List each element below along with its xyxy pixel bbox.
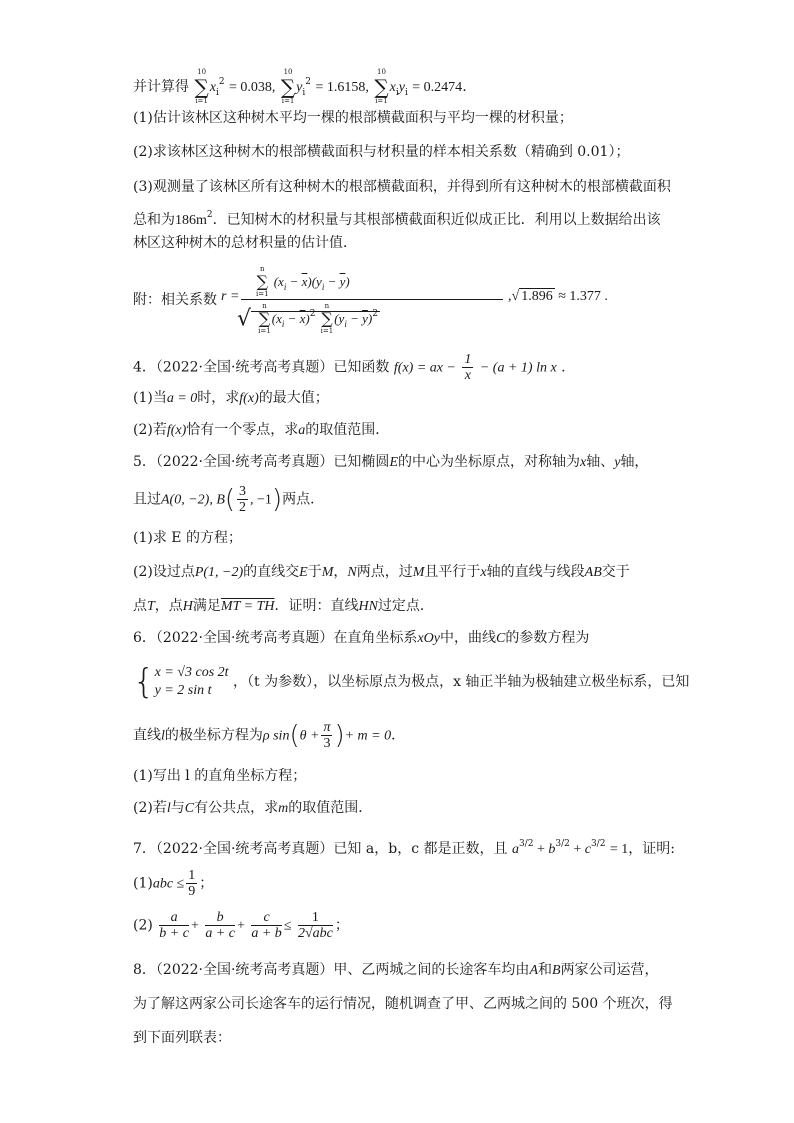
sum-symbol: 10 ∑ i=1 bbox=[374, 68, 389, 105]
problem-5-part-2-line-2: 点T，点H满足MT = TH．证明：直线HN过定点． bbox=[133, 598, 434, 614]
sum-symbol: 10 ∑ i=1 bbox=[194, 68, 209, 105]
correlation-formula bbox=[133, 265, 608, 335]
problem-4-part-1: (1)当a = 0时，求f(x)的最大值； bbox=[133, 390, 329, 406]
problem-7-part-2: (2) $\frac{a}{b + c}$ + $\frac{b}{a + c}$ + $\frac{c}{a + b}$ ≤ $\frac{1}{\text{2√abc}}$ ； bbox=[133, 910, 349, 941]
problem-5-part-1: (1)求 E 的方程； bbox=[133, 530, 242, 546]
attachment-label: 附：相关系数 bbox=[133, 292, 217, 308]
stat-2: = 1.6158, bbox=[315, 80, 369, 95]
problem-6-part-2: (2)若l与C有公共点，求m的取值范围． bbox=[133, 800, 373, 816]
problem-4-part-2: (2)若f(x)恰有一个零点，求a的取值范围． bbox=[133, 422, 390, 438]
formula-denominator: √ n ∑ i=1 $(x_i - \overline{x})^2$ n ∑ i=1 $(y_i - \overline{y})^2$ bbox=[237, 302, 378, 335]
question-3-part-2: (2)求该林区这种树木的根部横截面积与材积量的样本相关系数（精确到 0.01）； bbox=[133, 144, 630, 160]
question-3-part-3-line-3: 林区这种树木的总材积量的估计值． bbox=[133, 235, 357, 251]
problem-6-part-1: (1)写出 l 的直角坐标方程； bbox=[133, 768, 307, 784]
problem-8-line-2: 为了解这两家公司长途客车的运行情况，随机调查了甲、乙两城之间的 500 个班次，得 bbox=[133, 996, 673, 1012]
stat-3: = 0.2474 bbox=[412, 80, 463, 95]
r-symbol: r = bbox=[221, 289, 240, 304]
problem-6-polar: 直线l的极坐标方程为ρ sin(θ + $\frac{\pi}{3}$ )+ m = 0． bbox=[133, 720, 406, 751]
problem-5-heading: 5．（2022·全国·统考高考真题）已知椭圆E的中心为坐标原点，对称轴为x轴、y轴， bbox=[133, 454, 649, 470]
problem-5-points: 且过A(0, −2), B( $\frac{3}{2}$ , −1)两点． bbox=[133, 484, 325, 515]
formula-numerator: n ∑ i=1 $(x_i - \overline{x})(y_i - \overline{y})$ bbox=[256, 265, 350, 298]
question-3-part-1: (1)估计该林区这种树木平均一棵的根部横截面积与平均一棵的材积量； bbox=[133, 110, 573, 126]
problem-6-parametric: { x = √3 cos 2t y = 2 sin t ，（t 为参数），以坐标原点为极点，x 轴正半轴为极轴建立极坐标系，已知 bbox=[133, 662, 690, 702]
problem-6-heading: 6．（2022·全国·统考高考真题）在直角坐标系xOy中，曲线C的参数方程为 bbox=[133, 630, 590, 646]
text: 并计算得 bbox=[133, 79, 189, 95]
sqrt-approximation: ,√ 1.896 ≈ 1.377 . bbox=[508, 289, 608, 304]
fraction-bar bbox=[241, 299, 503, 300]
stat-1: = 0.038, bbox=[229, 80, 276, 95]
problem-7-heading: 7．（2022·全国·统考高考真题）已知 a，b，c 都是正数，且 $a^{3/2} + b^{3/2} + c^{3/2} = 1$，证明: bbox=[133, 839, 676, 857]
question-3-part-3-line-1: (3)观测量了该林区所有这种树木的根部横截面积，并得到所有这种树木的根部横截面积 bbox=[133, 179, 671, 195]
problem-5-part-2-line-1: (2)设过点P(1, −2)的直线交E于M，N两点，过M且平行于x轴的直线与线段AB交于 bbox=[133, 564, 630, 580]
summary-statistics-line: 并计算得 10 ∑ i=1 $x_i^2 = 0.038$, 10 ∑ i=1 $y_i^2 = 1.6158$, 10 ∑ i=1 $x_iy_i = 0.2474$. bbox=[133, 68, 467, 105]
sum-symbol: 10 ∑ i=1 bbox=[280, 68, 296, 105]
problem-8-line-3: 到下面列联表： bbox=[133, 1030, 231, 1046]
question-3-part-3-line-2: 总和为$186m^2$．已知树木的材积量与其根部横截面积近似成正比．利用以上数据给出该 bbox=[133, 210, 661, 228]
problem-4-heading: 4．（2022·全国·统考高考真题）已知函数 f(x) = ax − $\frac{1}{x}$ − (a + 1) ln x . bbox=[133, 352, 566, 383]
problem-7-part-1: (1)abc ≤ $\frac{1}{9}$ ； bbox=[133, 868, 214, 899]
problem-8-heading: 8．（2022·全国·统考高考真题）甲、乙两城之间的长途客车均由A和B两家公司运营， bbox=[133, 962, 659, 978]
